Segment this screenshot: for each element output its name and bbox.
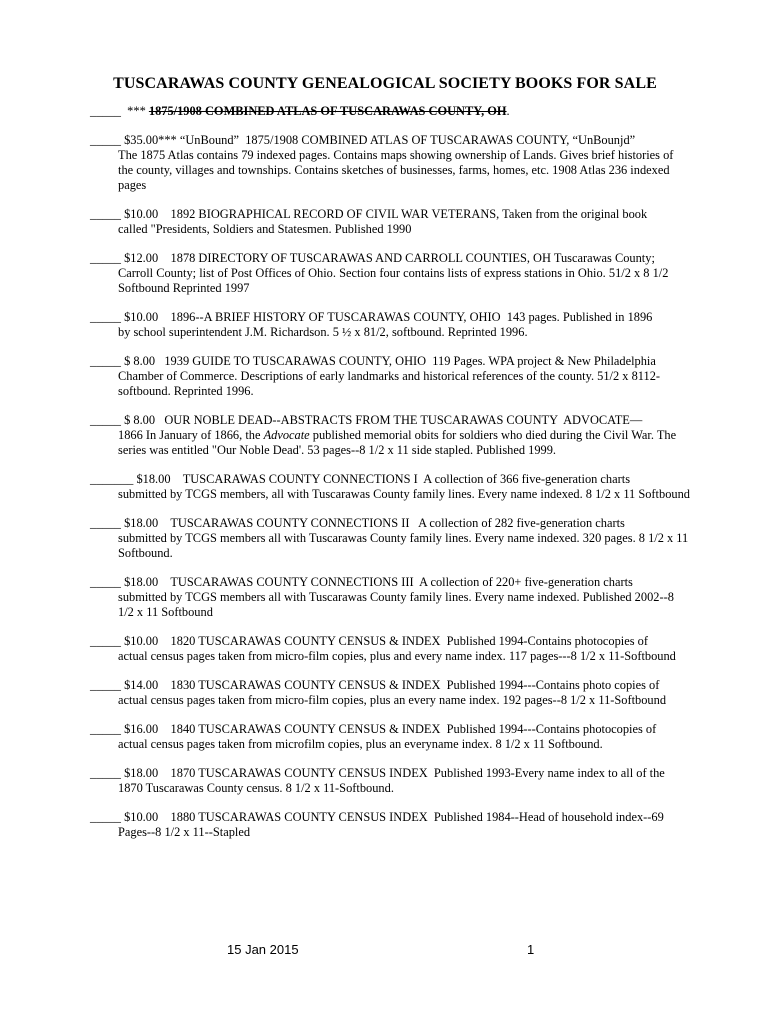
entry-first-line (90, 575, 690, 590)
book-entry (90, 251, 690, 296)
book-entry (90, 354, 690, 399)
book-entry (90, 413, 690, 458)
entry-heading-text: $12.00 1878 DIRECTORY OF TUSCARAWAS AND CARROLL COUNTIES, OH Tuscarawas County; (120, 251, 655, 265)
order-blank-line: _____ (90, 310, 121, 324)
entry-description-text: submitted by TCGS members all with Tuscarawas County family lines. Every name indexed. Published 2002--8 1/2 x 11 Softbound (118, 590, 674, 619)
entry-heading-text: $ 8.00 OUR NOBLE DEAD--ABSTRACTS FROM THE TUSCARAWAS COUNTY ADVOCATE— (120, 413, 643, 427)
entry-first-line (90, 516, 690, 531)
entry-heading-text: *** (120, 104, 149, 118)
entry-description (90, 649, 690, 664)
entry-description (90, 369, 690, 399)
entry-description (90, 148, 690, 193)
entry-heading-text: $ 8.00 1939 GUIDE TO TUSCARAWAS COUNTY, OHIO 119 Pages. WPA project & New Philadelphia (120, 354, 656, 368)
entry-first-line (90, 472, 690, 487)
entry-heading-text: $18.00 1870 TUSCARAWAS COUNTY CENSUS INDEX Published 1993-Every name index to all of the (120, 766, 665, 780)
entry-first-line (90, 810, 690, 825)
entry-first-line (90, 251, 690, 266)
entry-heading-text: $10.00 1896--A BRIEF HISTORY OF TUSCARAWAS COUNTY, OHIO 143 pages. Published in 1896 (120, 310, 653, 324)
entry-first-line (90, 207, 690, 222)
book-list (90, 104, 690, 840)
entry-description (90, 737, 690, 752)
entry-heading-text: $16.00 1840 TUSCARAWAS COUNTY CENSUS & INDEX Published 1994---Contains photocopies of (120, 722, 657, 736)
entry-heading-text: $18.00 TUSCARAWAS COUNTY CONNECTIONS III A collection of 220+ five-generation charts (120, 575, 633, 589)
entry-heading-text: $35.00*** “UnBound” 1875/1908 COMBINED ATLAS OF TUSCARAWAS COUNTY, “UnBounjd” (120, 133, 636, 147)
entry-description-text: The 1875 Atlas contains 79 indexed pages. Contains maps showing ownership of Lands. Gives brief histories of the county, villages and townships. Contains sketches of businesses, farms, homes, etc. 1908 Atlas 236 indexed pages (118, 148, 674, 192)
entry-heading-text: $14.00 1830 TUSCARAWAS COUNTY CENSUS & INDEX Published 1994---Contains photo copies of (120, 678, 660, 692)
order-blank-line: _____ (90, 810, 121, 824)
document-title: TUSCARAWAS COUNTY GENEALOGICAL SOCIETY BOOKS FOR SALE (113, 75, 657, 92)
order-blank-line: _____ (90, 634, 121, 648)
entry-heading-text: $10.00 1880 TUSCARAWAS COUNTY CENSUS INDEX Published 1984--Head of household index--69 (120, 810, 664, 824)
order-blank-line: _____ (90, 251, 121, 265)
book-entry (90, 634, 690, 664)
book-entry (90, 207, 690, 237)
book-entry (90, 810, 690, 840)
entry-description-text: actual census pages taken from micro-film copies, plus and every name index. 117 pages---8 1/2 x 11-Softbound (118, 649, 676, 663)
footer-page-number: 1 (527, 942, 535, 957)
order-blank-line: _____ (90, 722, 121, 736)
entry-first-line (90, 133, 690, 148)
entry-heading-suffix: . (506, 104, 510, 118)
entry-heading-text: $18.00 TUSCARAWAS COUNTY CONNECTIONS I A collection of 366 five-generation charts (133, 472, 631, 486)
order-blank-line: _____ (90, 766, 121, 780)
order-blank-line: _______ (90, 472, 134, 486)
entry-heading-text: $18.00 TUSCARAWAS COUNTY CONNECTIONS II A collection of 282 five-generation charts (120, 516, 625, 530)
entry-description (90, 266, 690, 296)
order-blank-line: _____ (90, 516, 121, 530)
entry-first-line (90, 104, 690, 119)
entry-description-text: called "Presidents, Soldiers and Statesmen. Published 1990 (118, 222, 412, 236)
entry-first-line (90, 766, 690, 781)
footer-date: 15 Jan 2015 (227, 942, 299, 957)
order-blank-line: _____ (90, 413, 121, 427)
entry-description-prefix: 1866 In January of 1866, the (118, 428, 264, 442)
entry-description (90, 590, 690, 620)
entry-description-text: actual census pages taken from microfilm copies, plus an everyname index. 8 1/2 x 11 Softbound. (118, 737, 603, 751)
entry-description-text: Pages--8 1/2 x 11--Stapled (118, 825, 251, 839)
entry-description-text: submitted by TCGS members, all with Tuscarawas County family lines. Every name indexed. 8 1/2 x 11 Softbound (118, 487, 690, 501)
book-entry (90, 516, 690, 561)
book-entry (90, 575, 690, 620)
entry-first-line (90, 678, 690, 693)
book-entry (90, 766, 690, 796)
entry-description (90, 325, 690, 340)
entry-description-text: submitted by TCGS members all with Tuscarawas County family lines. Every name indexed. 320 pages. 8 1/2 x 11 Softbound. (118, 531, 689, 560)
entry-description (90, 531, 690, 561)
entry-first-line (90, 722, 690, 737)
book-entry (90, 310, 690, 340)
entry-first-line (90, 413, 690, 428)
book-entry (90, 678, 690, 708)
entry-description (90, 781, 690, 796)
entry-description-text: actual census pages taken from micro-film copies, plus an every name index. 192 pages--8 1/2 x 11-Softbound (118, 693, 667, 707)
entry-description (90, 487, 690, 502)
entry-first-line (90, 354, 690, 369)
entry-first-line (90, 634, 690, 649)
entry-first-line (90, 310, 690, 325)
book-entry (90, 133, 690, 193)
entry-heading-text: $10.00 1820 TUSCARAWAS COUNTY CENSUS & INDEX Published 1994-Contains photocopies of (120, 634, 648, 648)
entry-struck-title: 1875/1908 COMBINED ATLAS OF TUSCARAWAS COUNTY, OH (148, 104, 507, 118)
entry-description-text: 1870 Tuscarawas County census. 8 1/2 x 11-Softbound. (118, 781, 394, 795)
entry-description-text: Chamber of Commerce. Descriptions of early landmarks and historical references of the county. 51/2 x 8112-softbound. Reprinted 1996. (118, 369, 661, 398)
book-entry (90, 104, 690, 119)
book-entry (90, 472, 690, 502)
entry-description (90, 693, 690, 708)
order-blank-line: _____ (90, 678, 121, 692)
order-blank-line: _____ (90, 207, 121, 221)
entry-heading-text: $10.00 1892 BIOGRAPHICAL RECORD OF CIVIL WAR VETERANS, Taken from the original book (120, 207, 648, 221)
entry-description (90, 428, 690, 458)
entry-description-text: by school superintendent J.M. Richardson. 5 ½ x 81/2, softbound. Reprinted 1996. (118, 325, 528, 339)
order-blank-line: _____ (90, 133, 121, 147)
entry-description (90, 825, 690, 840)
entry-description-text: published memorial obits for soldiers who died during the Civil War. The series was entitled "Our Noble Dead'. 53 pages--8 1/2 x 11 side stapled. Published 1999. (118, 428, 677, 457)
entry-description (90, 222, 690, 237)
order-blank-line: _____ (90, 104, 121, 118)
entry-description-italic: Advocate (263, 428, 310, 442)
entry-description-text: Carroll County; list of Post Offices of Ohio. Section four contains lists of express stations in Ohio. 51/2 x 8 1/2 Softbound Reprinted 1997 (118, 266, 669, 295)
order-blank-line: _____ (90, 575, 121, 589)
book-entry (90, 722, 690, 752)
order-blank-line: _____ (90, 354, 121, 368)
